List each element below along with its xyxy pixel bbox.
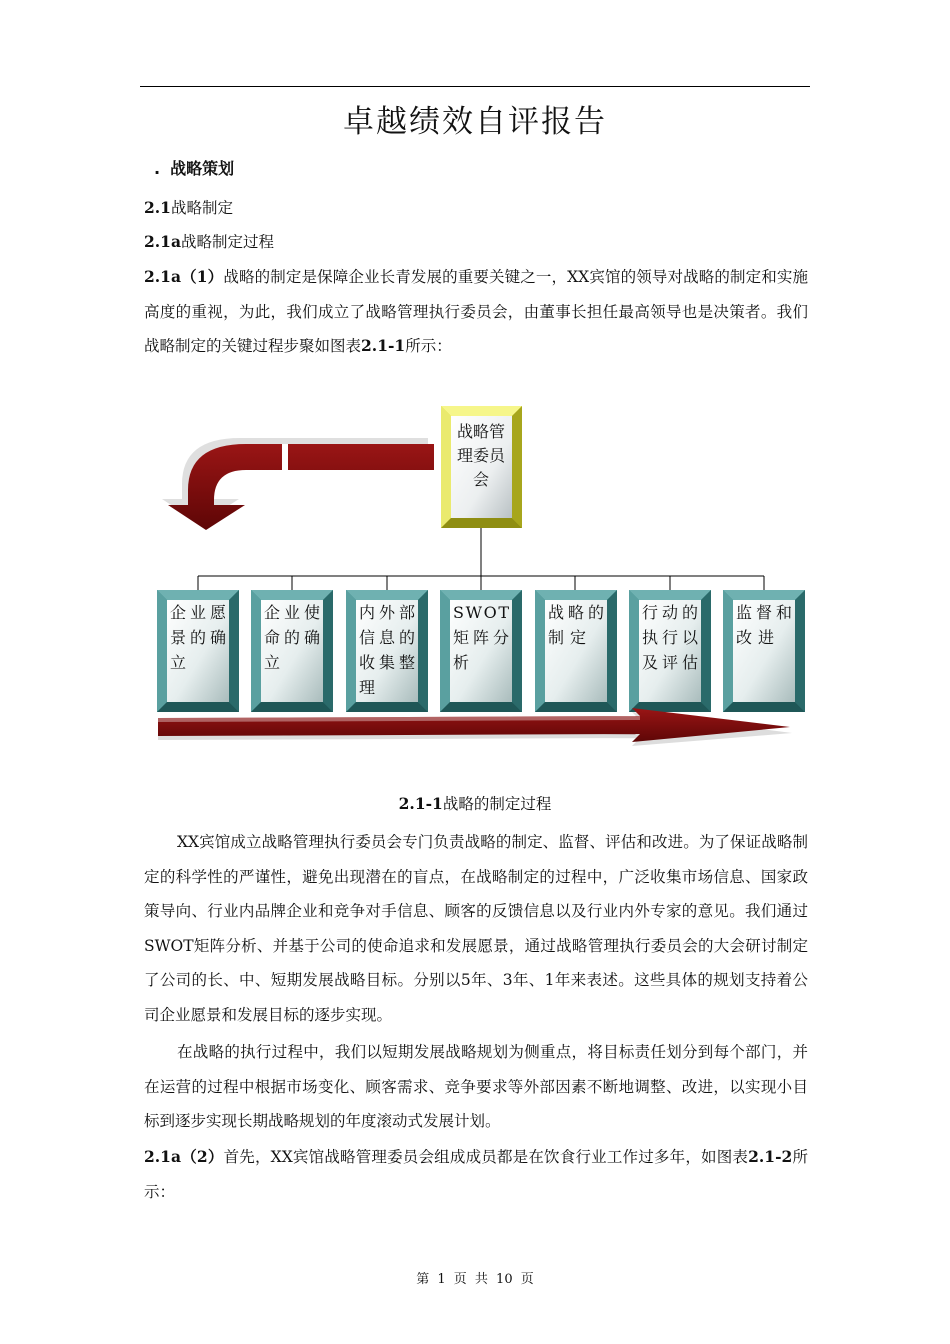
section-marker: . — [154, 159, 161, 178]
process-box-1 — [157, 590, 239, 712]
process-box-3-line-3: 收集整 — [359, 653, 415, 672]
process-box-7-line-2: 改进 — [736, 628, 774, 647]
paragraph-1-ref: 2.1-1 — [361, 336, 406, 355]
process-box-2-line-3: 立 — [264, 653, 281, 672]
top-box-line-1: 战略管 — [456, 422, 506, 441]
process-box-4-line-2: 矩阵分 — [453, 628, 509, 647]
process-box-2-line-1: 企业使 — [264, 603, 320, 622]
figure-caption — [0, 792, 950, 814]
process-box-6-line-2: 执行以 — [642, 628, 698, 647]
paragraph-2: XX宾馆成立战略管理执行委员会专门负责战略的制定、监督、评估和改进。为了保证战略制定的科学性的严谨性，避免出现潜在的盲点，在战略制定的过程中，广泛收集市场信息、国家政策导向、行业内品牌企业和竞争对手信息、顾客的反馈信息以及行业内外专家的意见。我们通过SWOT矩阵分析、并基于公司的使命追求和发展愿景，通过战略管理执行委员会的大会研讨制定了公司的长、中、短期发展战略目标。分别以5年、3年、1年来表述。这些具体的规划支持着公司企业愿景和发展目标的逐步实现。 — [144, 833, 808, 1024]
paragraph-1-label: 2.1a（1） — [144, 267, 224, 286]
document-title: 卓越绩效自评报告 — [343, 104, 607, 140]
page-footer: 第 1 页 共 10 页 — [416, 1272, 534, 1287]
process-box-1-line-3: 立 — [170, 653, 187, 672]
process-box-5-line-2: 制定 — [548, 628, 586, 647]
process-box-7-line-1: 监督和 — [736, 603, 792, 622]
process-box-2-line-2: 命的确 — [264, 628, 320, 647]
process-box-6-line-3: 及评估 — [642, 653, 698, 672]
paragraph-4 — [144, 1140, 808, 1209]
heading-2-1a-number: 2.1a — [144, 232, 182, 251]
process-box-6 — [629, 590, 711, 712]
process-box-5-line-1: 战略的 — [548, 603, 604, 622]
process-box-2 — [251, 590, 333, 712]
top-box-line-3: 会 — [472, 470, 490, 489]
heading-2-1-number: 2.1 — [144, 198, 171, 217]
paragraph-4-text: 首先，XX宾馆战略管理委员会组成成员都是在饮食行业工作过多年，如图表 — [223, 1148, 749, 1166]
process-box-3 — [346, 590, 428, 712]
section-heading-text: 战略策划 — [170, 159, 235, 178]
process-box-4-line-1: SWOT — [453, 603, 509, 622]
process-box-4-line-3: 析 — [453, 653, 470, 672]
paragraph-1-text: 战略的制定是保障企业长青发展的重要关键之一，XX宾馆的领导对战略的制定和实施高度的重视，为此，我们成立了战略管理执行委员会，由董事长担任最高领导也是决策者。我们战略制定的关键过程步聚如图表 — [144, 268, 808, 355]
process-box-5 — [535, 590, 617, 712]
paragraph-1-tail: 所示： — [405, 337, 452, 355]
paragraph-4-label: 2.1a（2） — [144, 1147, 224, 1166]
process-box-3-line-4: 理 — [359, 678, 376, 697]
heading-2-1-text: 战略制定 — [170, 199, 233, 217]
process-box-7 — [723, 590, 805, 712]
process-box-3-line-2: 信息的 — [359, 628, 415, 647]
top-box-strategy-committee — [441, 406, 522, 528]
paragraph-4-tail: 所示： — [144, 1148, 808, 1201]
curved-arrow — [162, 438, 434, 530]
process-box-6-line-1: 行动的 — [642, 603, 698, 622]
paragraph-4-ref: 2.1-2 — [748, 1147, 793, 1166]
process-box-3-line-1: 内外部 — [359, 603, 415, 622]
process-box-1-line-2: 景的确 — [170, 628, 226, 647]
top-box-line-2: 理委员 — [456, 446, 506, 465]
figure-caption-text: 战略的制定过程 — [442, 795, 552, 813]
heading-2-1a-text: 战略制定过程 — [181, 233, 275, 251]
process-flow-arrow — [158, 708, 792, 746]
connector-lines — [198, 528, 764, 590]
process-boxes — [157, 590, 805, 712]
figure-caption-number: 2.1-1 — [398, 794, 443, 813]
paragraph-3: 在战略的执行过程中，我们以短期发展战略规划为侧重点，将目标责任划分到每个部门，并在运营的过程中根据市场变化、顾客需求、竞争要求等外部因素不断地调整、改进，以实现小目标到逐步实现长期战略规划的年度滚动式发展计划。 — [144, 1043, 808, 1130]
process-box-4 — [440, 590, 522, 712]
process-box-1-line-1: 企业愿 — [170, 603, 226, 622]
